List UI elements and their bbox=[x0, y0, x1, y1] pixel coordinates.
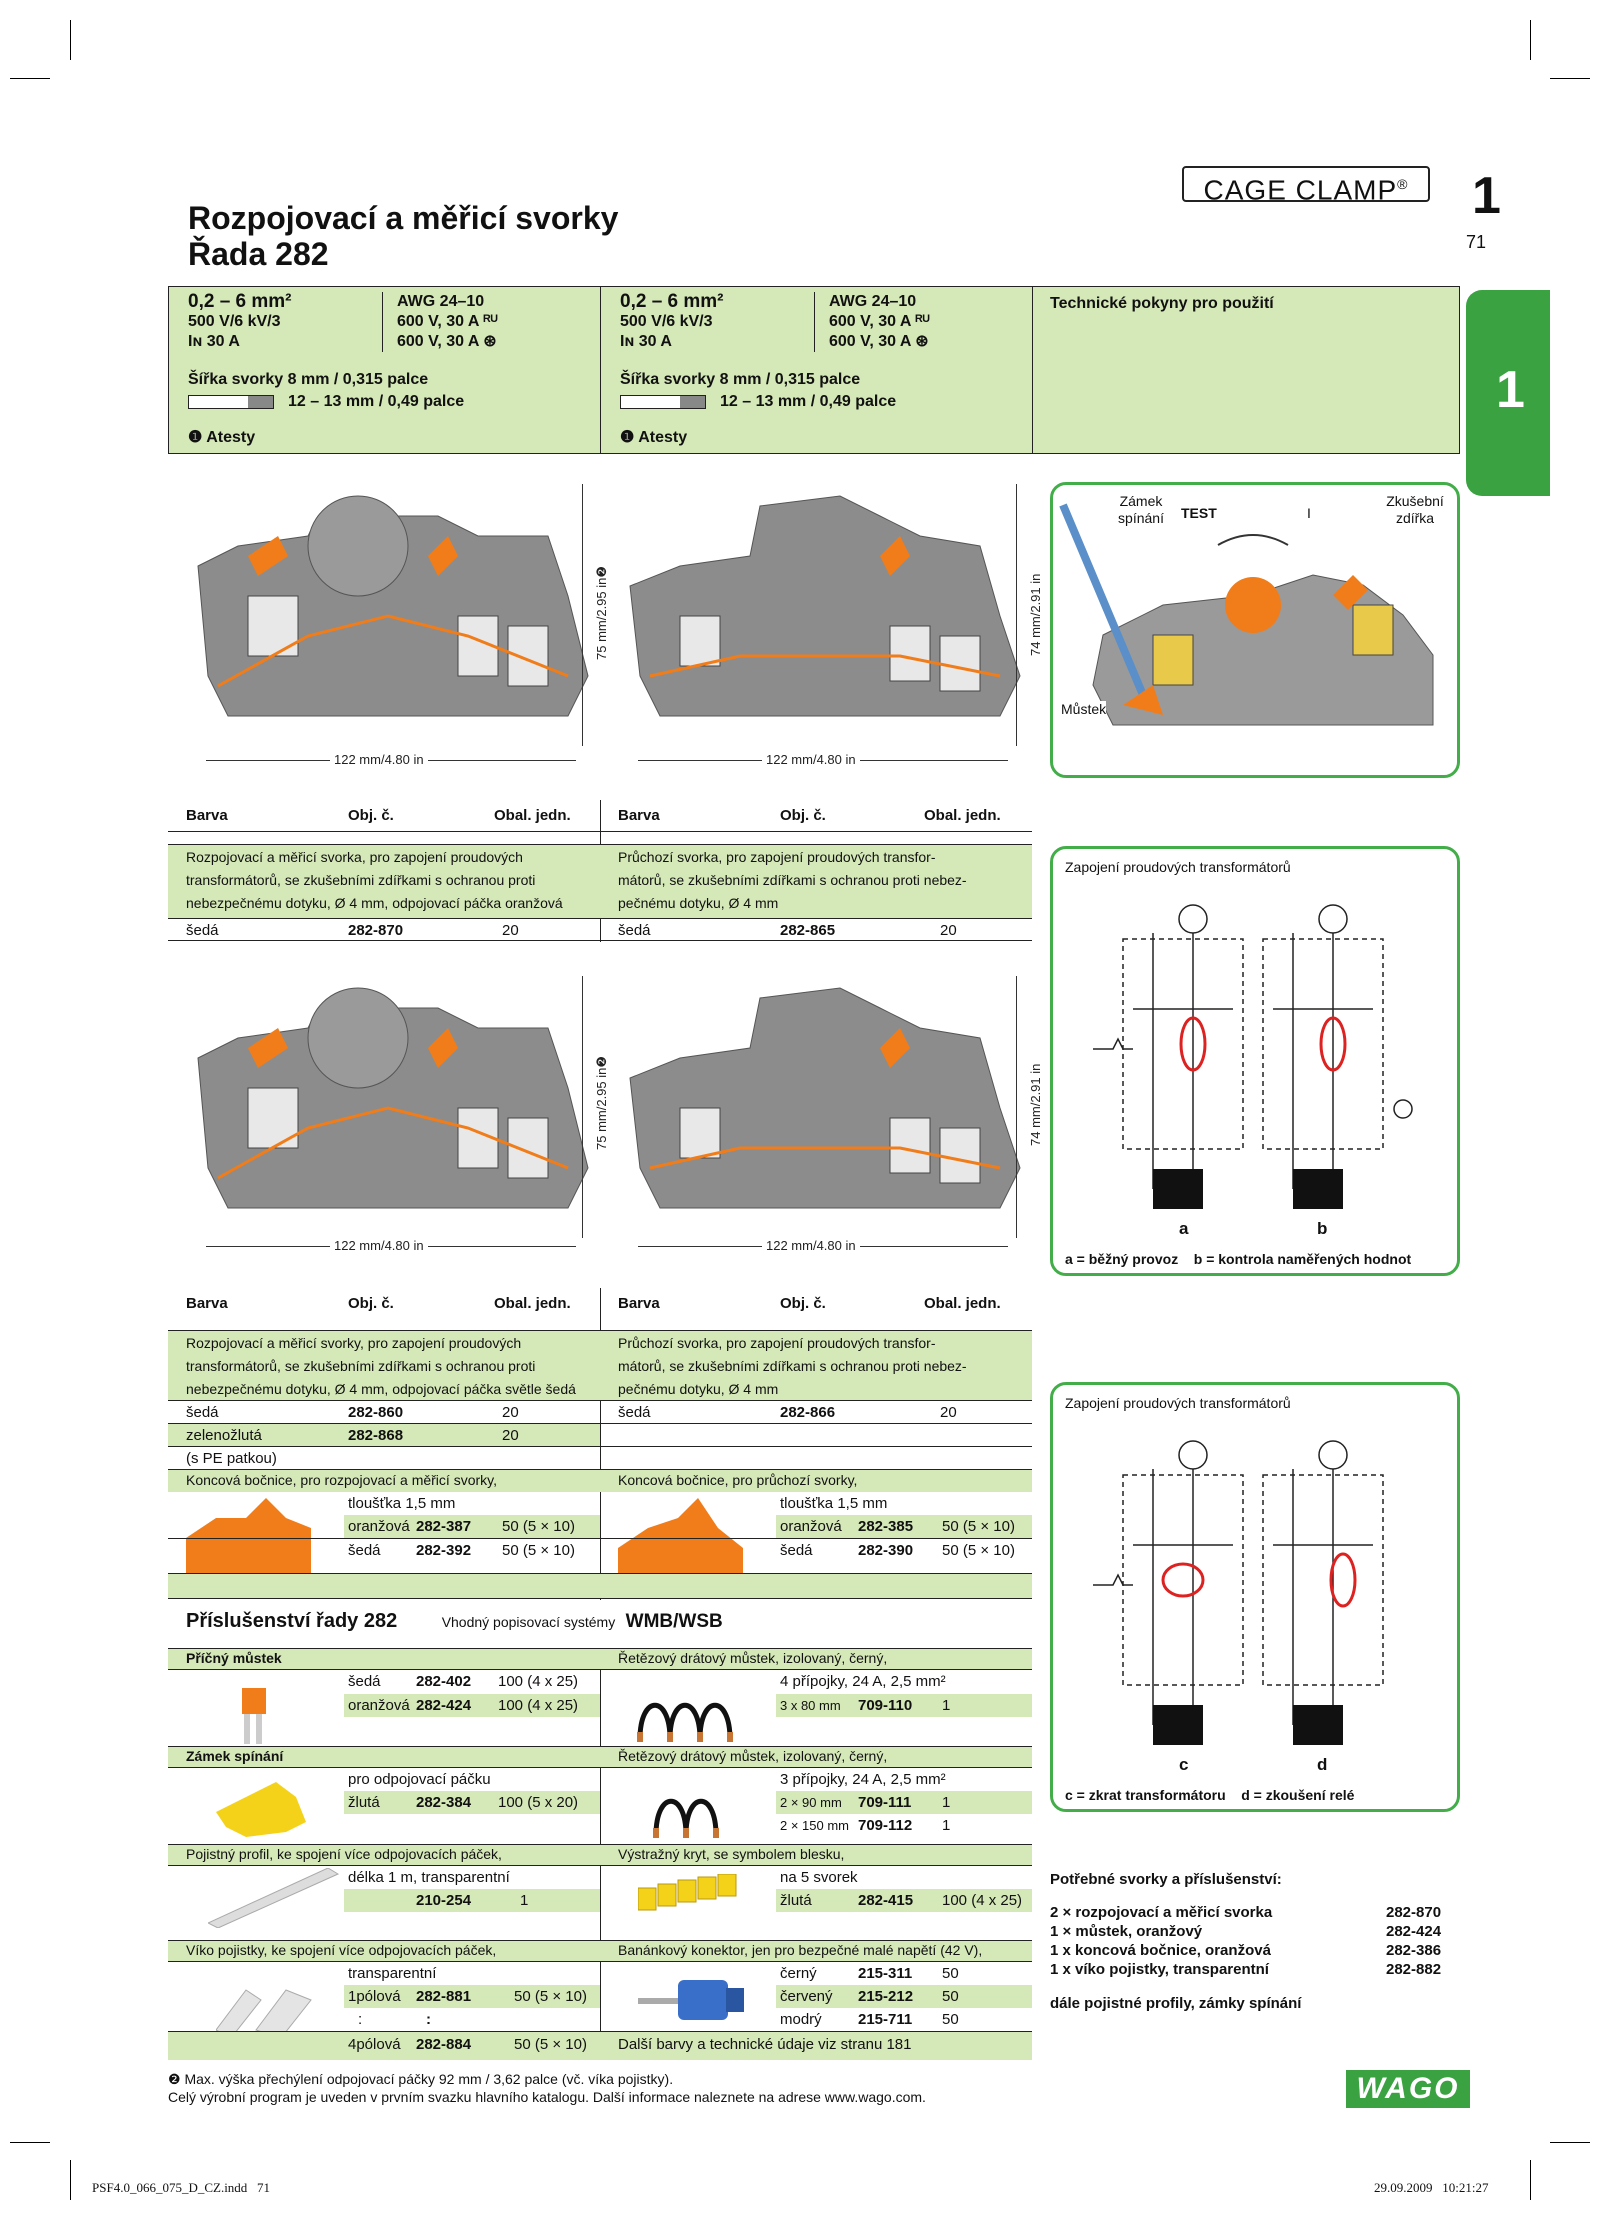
table-row[interactable]: oranžová 282-387 50 (5 × 10) oranžová 282-385 50 (5 × 10) bbox=[348, 1518, 1015, 1535]
product-desc: Průchozí svorka, pro zapojení proudových transfor- mátorů, se zkušebními zdířkami s ochranou proti nebez- pečnému dotyku, Ø 4 mm bbox=[618, 849, 967, 911]
table-row[interactable]: šedá 282-402 100 (4 x 25) 4 přípojky, 24 A, 2,5 mm² bbox=[348, 1673, 946, 1690]
acc-title: Banánkový konektor, jen pro bezpečné malé napětí (42 V), bbox=[618, 1942, 983, 1958]
spec-awg: AWG 24–10 bbox=[829, 293, 917, 310]
spec-awg: AWG 24–10 bbox=[397, 293, 485, 310]
dimension-line bbox=[582, 484, 583, 746]
needed-item-code[interactable]: 282-882 bbox=[1386, 1961, 1442, 1978]
acc-title: Zámek spínání bbox=[186, 1748, 284, 1764]
chapter-tab[interactable]: 1 bbox=[1466, 290, 1550, 496]
needed-item-name: 1 x víko pojistky, transparentní bbox=[1050, 1961, 1269, 1978]
spec-ul: 600 V, 30 A bbox=[829, 313, 911, 330]
page-number: 71 bbox=[1466, 232, 1487, 252]
spec-voltage: 500 V/6 kV/3 bbox=[620, 313, 713, 330]
table-row[interactable]: 2 × 150 mm 709-112 1 bbox=[780, 1817, 951, 1834]
dim-height: 75 mm/2.95 in❷ bbox=[594, 1055, 609, 1150]
product-desc: Rozpojovací a měřicí svorka, pro zapojení proudových transformátorů, se zkušebními zdířkami s ochranou proti nebezpečnému dotyku, Ø 4 mm, odpojovací páčka oranžová bbox=[186, 849, 563, 911]
wiring-label-a: a bbox=[1179, 1219, 1189, 1238]
wiring-caption: a = běžný provoz b = kontrola naměřených hodnot bbox=[1065, 1251, 1412, 1267]
spec-col2 bbox=[620, 292, 724, 352]
crop-mark bbox=[10, 2142, 50, 2143]
cage-clamp-logo: CAGE CLAMP® bbox=[1182, 166, 1430, 202]
dim-height: 74 mm/2.91 in bbox=[1028, 1063, 1043, 1146]
marking-systems[interactable]: WMB/WSB bbox=[625, 1611, 723, 1632]
table-row[interactable]: šedá 282-860 20 šedá 282-866 20 bbox=[168, 1400, 1032, 1423]
crop-mark bbox=[1550, 2142, 1590, 2143]
wire-strip-icon bbox=[620, 395, 706, 409]
callout-test-label: TEST bbox=[1181, 505, 1217, 521]
needed-item bbox=[1050, 1923, 1460, 1942]
divider bbox=[600, 286, 601, 454]
table-row[interactable]: šedá 282-392 50 (5 × 10) šedá 282-390 50 (5 × 10) bbox=[168, 1538, 1032, 1561]
needed-title: Potřebné svorky a příslušenství: bbox=[1050, 1871, 1282, 1888]
terminal-drawing-282-860 bbox=[188, 968, 608, 1258]
table-header: Barva Obj. č. Obal. jedn. Barva Obj. č. Obal. jedn. bbox=[168, 800, 1032, 832]
wiring-label-b: b bbox=[1317, 1219, 1328, 1238]
callout-lock-label: Zámek spínání bbox=[1118, 493, 1164, 526]
csa-icon: ⊛ bbox=[483, 333, 497, 350]
logo-text: CAGE CLAMP bbox=[1203, 174, 1398, 206]
needed-list bbox=[1050, 1870, 1460, 2014]
table-row[interactable]: oranžová 282-424 100 (4 x 25) 3 x 80 mm 709-110 1 bbox=[348, 1697, 951, 1714]
accessories-table bbox=[168, 1600, 1032, 2060]
wiring-title: Zapojení proudových transformátorů bbox=[1065, 1395, 1291, 1411]
divider bbox=[1032, 286, 1033, 454]
csa-icon: ⊛ bbox=[915, 333, 929, 350]
needed-item-name: 1 × můstek, oranžový bbox=[1050, 1923, 1203, 1940]
needed-more: dále pojistné profily, zámky spínání bbox=[1050, 1995, 1302, 2012]
needed-item-code[interactable]: 282-386 bbox=[1386, 1942, 1442, 1959]
acc-title: Příčný můstek bbox=[186, 1650, 282, 1666]
print-file: PSF4.0_066_075_D_CZ.indd 71 bbox=[92, 2180, 271, 2195]
page-title bbox=[188, 200, 618, 272]
wago-logo: WAGO bbox=[1346, 2070, 1470, 2108]
table-row[interactable]: černý 215-311 50 bbox=[780, 1965, 959, 1982]
callout-drawing bbox=[1053, 485, 1457, 775]
wiring-title: Zapojení proudových transformátorů bbox=[1065, 859, 1291, 875]
spec-atesty[interactable]: ❶ Atesty bbox=[188, 429, 256, 446]
accessories-header bbox=[186, 1610, 723, 1633]
table-2 bbox=[168, 1288, 1032, 1600]
dim-width: 122 mm/4.80 in bbox=[330, 752, 428, 767]
needed-item-code[interactable]: 282-870 bbox=[1386, 1904, 1442, 1921]
crop-mark bbox=[70, 20, 71, 60]
table-row[interactable]: zelenožlutá 282-868 20 bbox=[168, 1423, 1032, 1446]
wiring-box-cd bbox=[1050, 1382, 1460, 1812]
acc-title: Řetězový drátový můstek, izolovaný, černý, bbox=[618, 1748, 888, 1764]
crop-mark bbox=[1530, 20, 1531, 60]
acc-title: Řetězový drátový můstek, izolovaný, černý, bbox=[618, 1650, 888, 1666]
ul-icon: ᴿᵁ bbox=[483, 313, 498, 330]
acc-title: Pojistný profil, ke spojení více odpojovacích páček, bbox=[186, 1846, 502, 1862]
warning-cover-icon bbox=[638, 1874, 748, 1914]
desc-band bbox=[168, 1648, 1032, 1670]
dim-height: 74 mm/2.91 in bbox=[1028, 573, 1043, 656]
dim-width: 122 mm/4.80 in bbox=[330, 1238, 428, 1253]
needed-item bbox=[1050, 1961, 1460, 1980]
ul-icon: ᴿᵁ bbox=[915, 313, 930, 330]
spec-tech-notes[interactable]: Technické pokyny pro použití bbox=[1050, 295, 1274, 312]
table-row[interactable]: 1pólová 282-881 50 (5 × 10) červený 215-212 50 bbox=[348, 1988, 959, 2005]
crop-mark bbox=[1550, 78, 1590, 79]
spec-width: Šířka svorky 8 mm / 0,315 palce bbox=[188, 371, 429, 388]
wiring-diagram-cd bbox=[1093, 1435, 1433, 1765]
banana-connector-icon bbox=[638, 1974, 748, 2028]
dim-width: 122 mm/4.80 in bbox=[762, 1238, 860, 1253]
divider bbox=[168, 844, 1032, 845]
chain-bridge-4-icon bbox=[630, 1684, 750, 1744]
callout-box bbox=[1050, 482, 1460, 778]
desc-band bbox=[168, 1746, 1032, 1768]
wire-strip-icon bbox=[188, 395, 274, 409]
product-desc: Rozpojovací a měřicí svorky, pro zapojení proudových transformátorů, se zkušebními zdířkami s ochranou proti nebezpečnému dotyku, Ø 4 mm, odpojovací páčka světle šedá bbox=[186, 1335, 576, 1397]
table-header: Barva Obj. č. Obal. jedn. Barva Obj. č. Obal. jedn. bbox=[186, 1295, 1001, 1312]
footnote-line: Celý výrobní program je uveden v prvním svazku hlavního katalogu. Další informace naleznete na adrese www.wago.com. bbox=[168, 2089, 926, 2105]
footnote bbox=[168, 2070, 926, 2106]
needed-item bbox=[1050, 1904, 1460, 1923]
spec-ul: 600 V, 30 A bbox=[397, 313, 479, 330]
table-row[interactable]: žlutá 282-384 100 (5 x 20) 2 × 90 mm 709-111 1 bbox=[348, 1794, 951, 1811]
spec-col1b bbox=[382, 292, 498, 352]
wiring-label-d: d bbox=[1317, 1755, 1328, 1774]
dim-width: 122 mm/4.80 in bbox=[762, 752, 860, 767]
spec-current: Iɴ 30 A bbox=[188, 333, 240, 350]
chain-bridge-3-icon bbox=[646, 1780, 726, 1840]
table-row[interactable]: 4pólová 282-884 50 (5 × 10) Další barvy a technické údaje viz stranu 181 bbox=[348, 2036, 912, 2053]
crop-mark bbox=[1530, 2160, 1531, 2200]
desc-band bbox=[168, 1573, 1032, 1599]
spec-current: Iɴ 30 A bbox=[620, 333, 672, 350]
needed-items bbox=[1050, 1904, 1460, 1980]
spec-col1 bbox=[188, 292, 292, 352]
endplate-title: Koncová bočnice, pro průchozí svorky, bbox=[618, 1472, 858, 1488]
wiring-diagram-ab bbox=[1093, 899, 1433, 1229]
footnote-line: ❷ Max. výška přechýlení odpojovací páčky 92 mm / 3,62 palce (vč. víka pojistky). bbox=[168, 2071, 674, 2087]
spec-atesty[interactable]: ❶ Atesty bbox=[620, 429, 688, 446]
dimension-line bbox=[582, 976, 583, 1238]
table-row: délka 1 m, transparentní na 5 svorek bbox=[348, 1869, 858, 1886]
table-row: pro odpojovací páčku 3 přípojky, 24 A, 2,5 mm² bbox=[348, 1771, 946, 1788]
needed-item bbox=[1050, 1942, 1460, 1961]
crop-mark bbox=[70, 2160, 71, 2200]
acc-title: Víko pojistky, ke spojení více odpojovacích páček, bbox=[186, 1942, 497, 1958]
table-row: : : modrý 215-711 50 bbox=[358, 2011, 959, 2028]
crop-mark bbox=[10, 78, 50, 79]
chapter-number: 1 bbox=[1472, 167, 1501, 225]
accessories-title: Příslušenství řady 282 bbox=[186, 1610, 398, 1632]
spec-col2b bbox=[814, 292, 930, 352]
needed-item-name: 1 x koncová bočnice, oranžová bbox=[1050, 1942, 1271, 1959]
spec-width: Šířka svorky 8 mm / 0,315 palce bbox=[620, 371, 861, 388]
needed-item-code[interactable]: 282-424 bbox=[1386, 1923, 1442, 1940]
spec-csa: 600 V, 30 A bbox=[397, 333, 479, 350]
spec-voltage: 500 V/6 kV/3 bbox=[188, 313, 281, 330]
spec-cross: 0,2 – 6 mm² bbox=[620, 291, 724, 312]
dimension-line bbox=[1016, 484, 1017, 746]
table-row[interactable]: šedá 282-870 20 šedá 282-865 20 bbox=[168, 918, 1032, 941]
spec-cross: 0,2 – 6 mm² bbox=[188, 291, 292, 312]
table-row: tloušťka 1,5 mm tloušťka 1,5 mm bbox=[348, 1495, 888, 1512]
terminal-drawing-282-865 bbox=[620, 476, 1040, 776]
table-1 bbox=[168, 800, 1032, 942]
table-row[interactable]: 210-254 1 žlutá 282-415 100 (4 x 25) bbox=[416, 1892, 1023, 1909]
table-row: (s PE patkou) bbox=[168, 1446, 1032, 1469]
wiring-label-c: c bbox=[1179, 1755, 1189, 1774]
dimension-line bbox=[1016, 976, 1017, 1238]
spec-strip: 12 – 13 mm / 0,49 palce bbox=[620, 392, 896, 412]
callout-socket-label: Zkušební zdířka bbox=[1386, 493, 1444, 526]
accessories-subtitle: Vhodný popisovací systémy bbox=[441, 1614, 616, 1630]
needed-item-name: 2 × rozpojovací a měřicí svorka bbox=[1050, 1904, 1273, 1921]
table-row: transparentní bbox=[348, 1965, 437, 1982]
title-line: Rozpojovací a měřicí svorky bbox=[188, 200, 619, 236]
spec-csa: 600 V, 30 A bbox=[829, 333, 911, 350]
acc-title: Výstražný kryt, se symbolem blesku, bbox=[618, 1846, 845, 1862]
terminal-drawing-282-866 bbox=[620, 968, 1040, 1258]
wiring-caption: c = zkrat transformátoru d = zkoušení relé bbox=[1065, 1787, 1355, 1803]
endplate-title: Koncová bočnice, pro rozpojovací a měřicí svorky, bbox=[186, 1472, 497, 1488]
print-date: 29.09.2009 10:21:27 bbox=[1374, 2180, 1489, 2195]
dim-height: 75 mm/2.95 in❷ bbox=[594, 565, 609, 660]
divider bbox=[168, 1330, 1032, 1331]
product-desc: Průchozí svorka, pro zapojení proudových transfor- mátorů, se zkušebními zdířkami s ochranou proti nebez- pečnému dotyku, Ø 4 mm bbox=[618, 1335, 967, 1397]
terminal-drawing-282-870 bbox=[188, 476, 608, 776]
callout-bridge-label: Můstek bbox=[1061, 701, 1107, 717]
wiring-box-ab bbox=[1050, 846, 1460, 1276]
spec-strip: 12 – 13 mm / 0,49 palce bbox=[188, 392, 464, 412]
callout-roman-label: I bbox=[1307, 505, 1311, 521]
title-line: Řada 282 bbox=[188, 236, 329, 272]
